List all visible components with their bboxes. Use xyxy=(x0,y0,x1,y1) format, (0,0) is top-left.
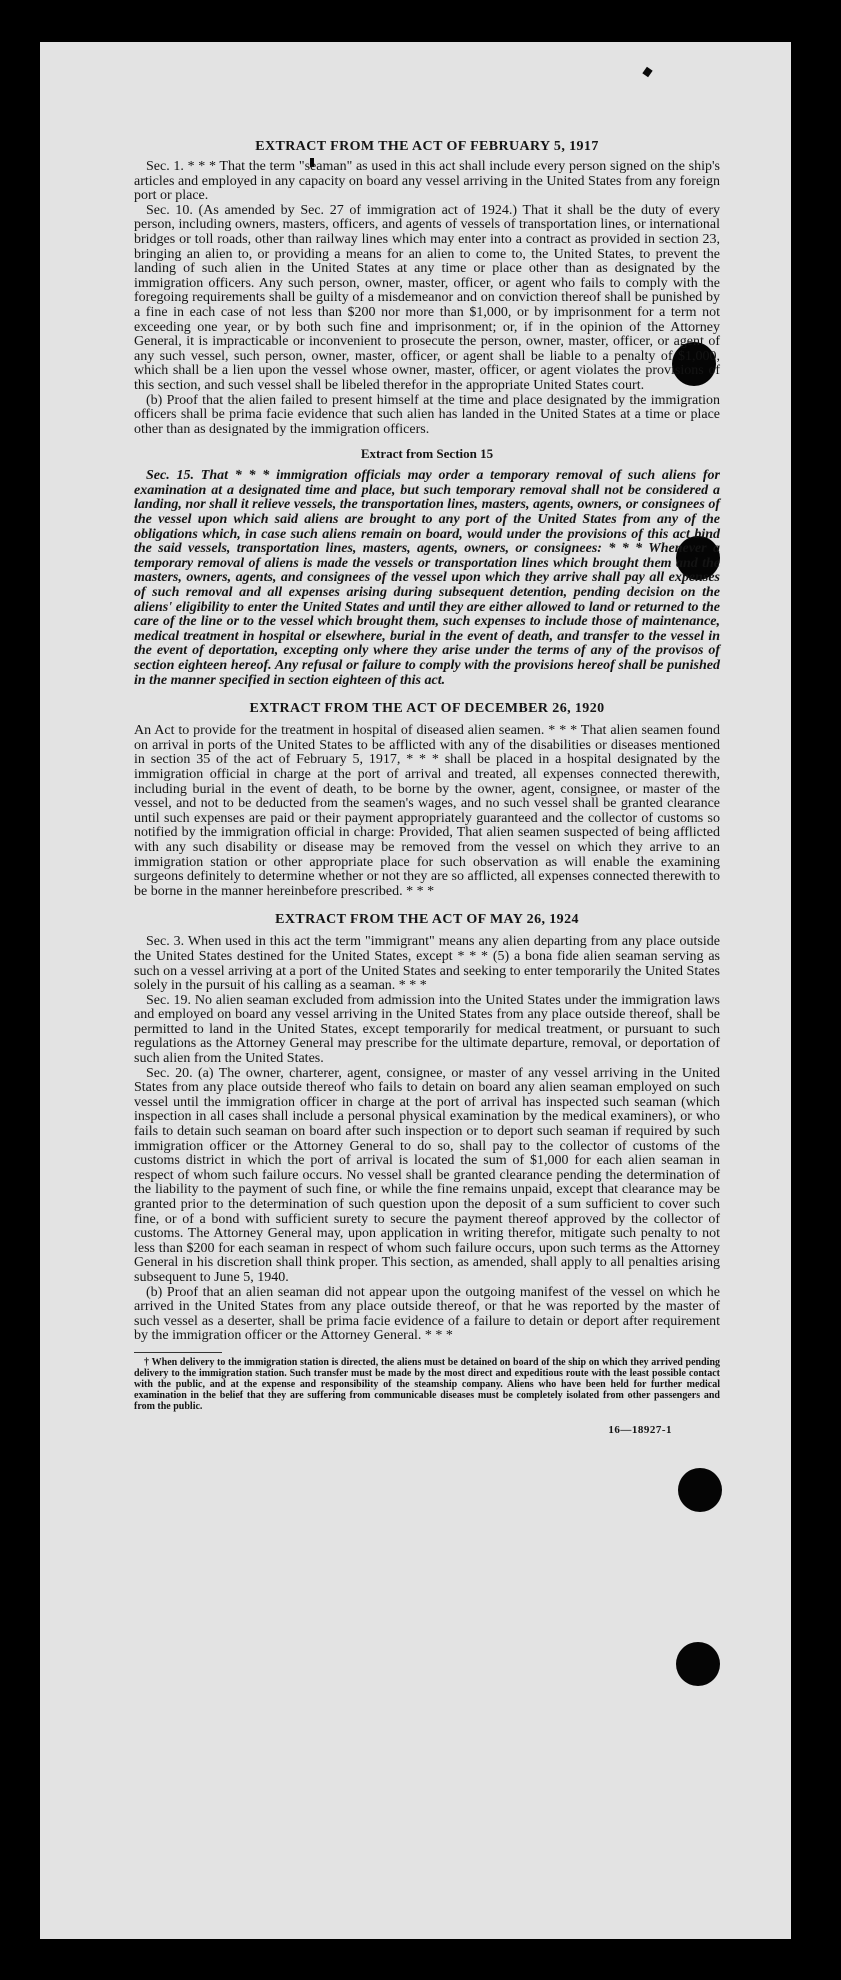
sec-3-paragraph: Sec. 3. When used in this act the term "immigrant" means any alien departing from any place outside the United States destined for the United States, except * * * (5) a bona fide alien seaman serving as such on a vessel arriving at a port of the United States and seeking to enter temporarily the United States solely in the pursuit of his calling as a seaman. * * * xyxy=(134,934,720,994)
footnote-text: † When delivery to the immigration station is directed, the aliens must be detained on board of the ship on which they arrived pending delivery to the immigration station. Such transfer must be made by the most direct and expeditious route with the least possible contact with the public, and at the expense and responsibility of the steamship company. Aliens who have been held for further medical examination in the belief that they are suffering from communicable diseases must be completely isolated from other passengers and from the public. xyxy=(134,1356,720,1412)
extract-dec-1920 xyxy=(134,700,720,899)
footnote xyxy=(134,1358,720,1413)
section-heading: EXTRACT FROM THE ACT OF DECEMBER 26, 1920 xyxy=(249,701,605,717)
sec-15-paragraph: Sec. 15. That * * * immigration officials may order a temporary removal of such aliens for examination at a designated time and place, but such temporary removal shall not be considered a landing, nor shall it relieve vessels, the transportation lines, masters, agents, owners, or consignees of the vessel upon which said aliens are brought to any port of the United States from any of the obligations which, in case such aliens remain on board, would under the provisions of this act bind the said vessels, transportation lines, masters, agents, owners, or consignees: * * * Whenever a temporary removal of aliens is made the vessels or transportation lines which brought them and the masters, owners, agents, and consignees of the vessel upon which they arrive shall pay all expenses of such removal and all expenses arising during subsequent detention, pending decision on the aliens' eligibility to enter the United States and until they are either allowed to land or returned to the care of the line or to the vessel which brought them, such expenses to include those of maintenance, medical treatment in hospital or elsewhere, burial in the event of death, and transfer to the vessel in the event of deportation, excepting only where they arise under the terms of any of the provisos of section eighteen hereof. Any refusal or failure to comply with the provisions hereof shall be punished in the manner specified in section eighteen of this act. xyxy=(134,468,720,688)
sec-20a-paragraph: Sec. 20. (a) The owner, charterer, agent, consignee, or master of any vessel arriving in the United States from any place outside thereof who fails to detain on board any alien seaman employed on such vessel until the immigration officer in charge at the port of arrival has inspected such seaman (which inspection in all cases shall include a personal physical examination by the medical examiners), or who fails to detain such seaman on board after such inspection or to deport such seaman if required by such immigration officer or the Attorney General to do so, shall pay to the collector of customs of the customs district in which the port of arrival is located the sum of $1,000 for each alien seaman in respect of whom such failure occurs. No vessel shall be granted clearance pending the determination of the liability to the payment of such fine, or while the fine remains unpaid, except that clearance may be granted prior to the determination of such question upon the deposit of a sum sufficient to cover such fine, or of a bond with sufficient surety to secure the payment thereof approved by the collector of customs. The Attorney General may, upon application in writing therefor, mitigate such penalty to not less than $200 for each seaman in respect of whom such failure occurs, upon such terms as the Attorney General in his discretion shall think proper. This section, as amended, shall apply to all penalties arising subsequent to June 5, 1940. xyxy=(134,1065,720,1285)
footnote-rule xyxy=(134,1352,222,1353)
section-heading: EXTRACT FROM THE ACT OF MAY 26, 1924 xyxy=(275,912,579,928)
extract-may-1924 xyxy=(134,911,720,1344)
sec-19-paragraph: Sec. 19. No alien seaman excluded from admission into the United States under the immigration laws and employed on board any vessel arriving in the United States from any place outside thereof, shall be permitted to land in the United States, except temporarily for medical treatment, or pursuant to such regulations as the Attorney General may prescribe for the ultimate departure, removal, or deportation of such alien from the United States. xyxy=(134,992,720,1067)
sec-10b-paragraph: (b) Proof that the alien failed to present himself at the time and place designated by the immigration officers shall be prima facie evidence that such alien has landed in the United States at a time or place other than as designated by the immigration officers. xyxy=(134,392,720,437)
act-1920-paragraph: An Act to provide for the treatment in hospital of diseased alien seamen. * * * That alien seamen found on arrival in ports of the United States to be afflicted with any of the disabilities or diseases mentioned in section 35 of the act of February 5, 1917, * * * shall be placed in a hospital designated by the immigration official in charge at the port of arrival and treated, all expenses connected therewith, including burial in the event of death, to be borne by the owner, agent, consignee, or master of the vessel, and not to be deducted from the seamen's wages, and no such vessel shall be granted clearance until such expenses are paid or their payment appropriately guaranteed and the collector of customs so notified by the immigration official in charge: Provided, That alien seamen suspected of being afflicted with any such disability or disease may be removed from the vessel on which they arrive to an immigration station or other appropriate place for such observation as will enable the examining surgeons definitely to determine whether or not they are so afflicted, all expenses connected therewith to be borne in the manner hereinbefore prescribed. * * * xyxy=(134,723,720,899)
sec-20b-paragraph: (b) Proof that an alien seaman did not appear upon the outgoing manifest of the vessel on which he arrived in the United States from any place outside thereof, or that he was reported by the master of such vessel as a deserter, shall be prima facie evidence of a failure to detain or deport after requirement by the immigration officer or the Attorney General. * * * xyxy=(134,1284,720,1344)
extract-feb-1917 xyxy=(134,138,720,437)
extract-section-15 xyxy=(134,445,720,688)
document-body xyxy=(134,138,720,1436)
punch-hole xyxy=(676,1642,720,1686)
section-subheading: Extract from Section 15 xyxy=(360,446,494,462)
sec-10-paragraph: Sec. 10. (As amended by Sec. 27 of immigration act of 1924.) That it shall be the duty of every person, including owners, masters, officers, and agents of vessels of transportation lines, or international bridges or toll roads, other than railway lines which may enter into a contract as provided in section 23, bringing an alien to, or providing a means for an alien to come to, the United States, to prevent the landing of such alien in the United States at any time or place other than as designated by the immigration officers. Any such person, owner, master, officer, or agent who fails to comply with the foregoing requirements shall be guilty of a misdemeanor and on conviction thereof shall be punished by a fine in each case of not less than $200 nor more than $1,000, or by imprisonment for a term not exceeding one year, or by both such fine and imprisonment; or, if in the opinion of the Attorney General, it is impracticable or inconvenient to prosecute the person, owner, master, officer, or agent of any such vessel, such person, owner, master, officer, or agent shall be liable to a penalty of $1,000, which shall be a lien upon the vessel whose owner, master, officer, or agent violates the provisions of this section, and such vessel shall be libeled therefor in the appropriate United States court. xyxy=(134,202,720,393)
section-heading: EXTRACT FROM THE ACT OF FEBRUARY 5, 1917 xyxy=(255,139,599,154)
form-number: 16—18927-1 xyxy=(608,1424,672,1437)
document-page xyxy=(40,42,791,1939)
ink-speck xyxy=(642,67,652,78)
punch-hole xyxy=(678,1468,722,1512)
sec-1-paragraph: Sec. 1. * * * That the term "seaman" as used in this act shall include every person signed on the ship's articles and employed in any capacity on board any vessel arriving in the United States from any foreign port or place. xyxy=(134,159,720,204)
